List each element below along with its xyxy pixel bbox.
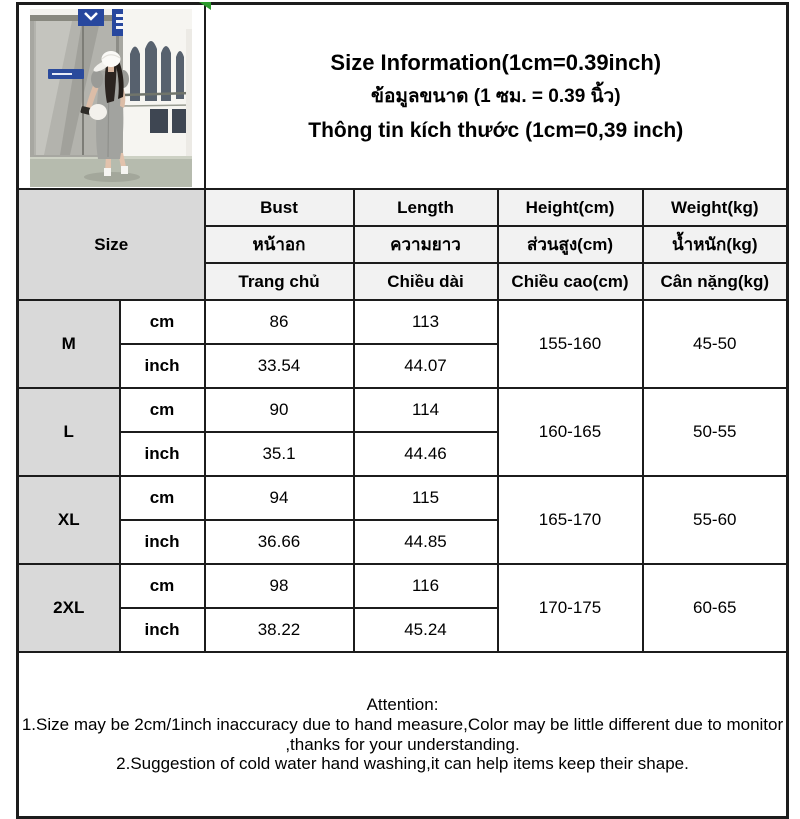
value-2xl-weight: 60-65 bbox=[643, 564, 788, 652]
size-label-m: M bbox=[18, 300, 120, 388]
col-header-length-th: ความยาว bbox=[354, 226, 498, 263]
value-l-weight: 50-55 bbox=[643, 388, 788, 476]
value-2xl-length-cm: 116 bbox=[354, 564, 498, 608]
size-label-l: L bbox=[18, 388, 120, 476]
col-header-weight-th: น้ำหนัก(kg) bbox=[643, 226, 788, 263]
value-l-bust-cm: 90 bbox=[205, 388, 354, 432]
model-photo-cell bbox=[18, 4, 205, 190]
unit-label-inch: inch bbox=[120, 344, 205, 388]
unit-label-inch: inch bbox=[120, 608, 205, 652]
value-xl-bust-cm: 94 bbox=[205, 476, 354, 520]
col-header-height-en: Height(cm) bbox=[498, 189, 643, 226]
size-corner-header: Size bbox=[18, 189, 205, 300]
size-label-xl: XL bbox=[18, 476, 120, 564]
attention-heading: Attention: bbox=[366, 695, 439, 715]
unit-label-inch: inch bbox=[120, 520, 205, 564]
col-header-length-vi: Chiều dài bbox=[354, 263, 498, 300]
title-vietnamese: Thông tin kích thước (1cm=0,39 inch) bbox=[308, 119, 684, 142]
value-2xl-length-inch: 45.24 bbox=[354, 608, 498, 652]
size-label-2xl: 2XL bbox=[18, 564, 120, 652]
unit-label-cm: cm bbox=[120, 564, 205, 608]
value-l-height: 160-165 bbox=[498, 388, 643, 476]
value-xl-bust-inch: 36.66 bbox=[205, 520, 354, 564]
model-photo bbox=[30, 9, 192, 187]
unit-label-cm: cm bbox=[120, 300, 205, 344]
green-corner-marker bbox=[199, 2, 211, 10]
unit-label-cm: cm bbox=[120, 476, 205, 520]
value-m-bust-inch: 33.54 bbox=[205, 344, 354, 388]
value-l-bust-inch: 35.1 bbox=[205, 432, 354, 476]
value-m-weight: 45-50 bbox=[643, 300, 788, 388]
col-header-bust-en: Bust bbox=[205, 189, 354, 226]
attention-line-1: 1.Size may be 2cm/1inch inaccuracy due to hand measure,Color may be little different due to monitor ,thanks for your understanding. bbox=[21, 714, 784, 754]
unit-label-cm: cm bbox=[120, 388, 205, 432]
col-header-height-th: ส่วนสูง(cm) bbox=[498, 226, 643, 263]
col-header-height-vi: Chiều cao(cm) bbox=[498, 263, 643, 300]
col-header-weight-vi: Cân nặng(kg) bbox=[643, 263, 788, 300]
col-header-length-en: Length bbox=[354, 189, 498, 226]
title-thai: ข้อมูลขนาด (1 ซม. = 0.39 นิ้ว) bbox=[370, 86, 621, 108]
attention-note bbox=[18, 652, 788, 818]
value-m-length-inch: 44.07 bbox=[354, 344, 498, 388]
value-m-bust-cm: 86 bbox=[205, 300, 354, 344]
size-table bbox=[16, 2, 789, 819]
col-header-bust-th: หน้าอก bbox=[205, 226, 354, 263]
value-2xl-bust-cm: 98 bbox=[205, 564, 354, 608]
attention-line-2: 2.Suggestion of cold water hand washing,it can help items keep their shape. bbox=[116, 754, 689, 774]
value-2xl-height: 170-175 bbox=[498, 564, 643, 652]
value-m-height: 155-160 bbox=[498, 300, 643, 388]
title-cell bbox=[205, 4, 788, 190]
value-m-length-cm: 113 bbox=[354, 300, 498, 344]
value-xl-length-inch: 44.85 bbox=[354, 520, 498, 564]
value-xl-weight: 55-60 bbox=[643, 476, 788, 564]
title-english: Size Information(1cm=0.39inch) bbox=[330, 49, 662, 75]
value-2xl-bust-inch: 38.22 bbox=[205, 608, 354, 652]
col-header-bust-vi: Trang chủ bbox=[205, 263, 354, 300]
value-xl-height: 165-170 bbox=[498, 476, 643, 564]
col-header-weight-en: Weight(kg) bbox=[643, 189, 788, 226]
unit-label-inch: inch bbox=[120, 432, 205, 476]
value-l-length-cm: 114 bbox=[354, 388, 498, 432]
value-xl-length-cm: 115 bbox=[354, 476, 498, 520]
value-l-length-inch: 44.46 bbox=[354, 432, 498, 476]
